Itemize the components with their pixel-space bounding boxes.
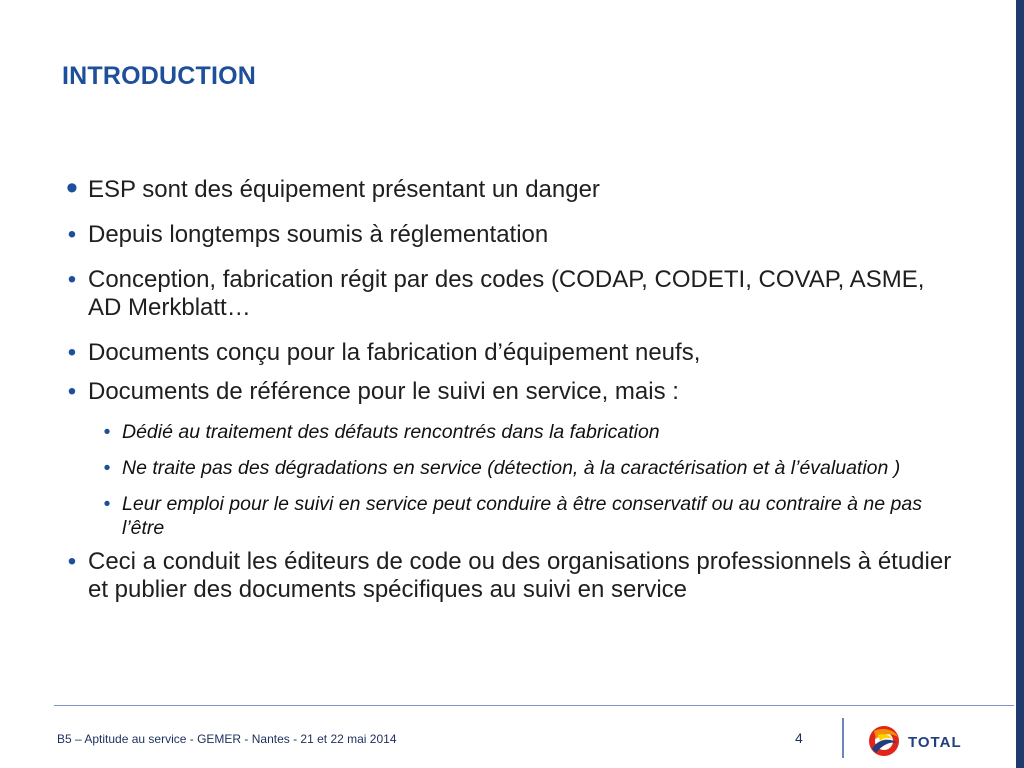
sub-bullet-dot-icon: • <box>103 421 111 443</box>
sub-bullet-item <box>100 456 960 480</box>
sub-bullet-item <box>100 420 960 444</box>
bullet-dot-icon: • <box>67 266 77 293</box>
footer-divider <box>54 705 1014 706</box>
total-logo <box>864 719 974 763</box>
bullet-text: ESP sont des équipement présentant un danger <box>88 176 600 203</box>
footer-separator <box>842 718 844 758</box>
bullet-dot-icon: • <box>67 548 77 575</box>
sub-bullet-text: Ne traite pas des dégradations en service (détection, à la caractérisation et à l’évaluation ) <box>122 457 901 479</box>
bullet-text: Conception, fabrication régit par des codes (CODAP, CODETI, COVAP, ASME, AD Merkblatt… <box>88 266 925 321</box>
bullet-item <box>60 339 960 367</box>
slide-content <box>60 168 960 604</box>
bullet-text: Ceci a conduit les éditeurs de code ou des organisations professionnels à étudier et publier des documents spécifiques au suivi en service <box>88 548 952 603</box>
bullet-text: Depuis longtemps soumis à réglementation <box>88 221 549 248</box>
sub-bullet-dot-icon: • <box>103 457 111 479</box>
bullet-text: Documents de référence pour le suivi en service, mais : <box>88 378 679 405</box>
bullet-dot-icon: • <box>66 169 78 207</box>
bullet-item <box>60 266 960 322</box>
sub-bullet-dot-icon: • <box>103 493 111 515</box>
logo-text: TOTAL <box>908 734 962 751</box>
bullet-item <box>60 548 960 604</box>
sub-bullet-item <box>100 492 960 540</box>
bullet-dot-icon: • <box>67 221 77 248</box>
page-number: 4 <box>795 730 803 746</box>
bullet-dot-icon: • <box>67 378 77 405</box>
right-accent-bar <box>1016 0 1024 768</box>
bullet-item <box>60 221 960 249</box>
bullet-item <box>60 378 960 406</box>
footer-text: B5 – Aptitude au service - GEMER - Nantes - 21 et 22 mai 2014 <box>57 732 397 746</box>
slide-title: INTRODUCTION <box>62 62 257 90</box>
bullet-dot-icon: • <box>67 339 77 366</box>
sub-bullet-text: Dédié au traitement des défauts rencontrés dans la fabrication <box>122 421 660 443</box>
sub-bullet-list <box>100 420 960 540</box>
sub-bullet-text: Leur emploi pour le suivi en service peut conduire à être conservatif ou au contraire à ne pas l’être <box>122 493 922 539</box>
bullet-item <box>60 169 960 207</box>
bullet-text: Documents conçu pour la fabrication d’équipement neufs, <box>88 339 701 366</box>
